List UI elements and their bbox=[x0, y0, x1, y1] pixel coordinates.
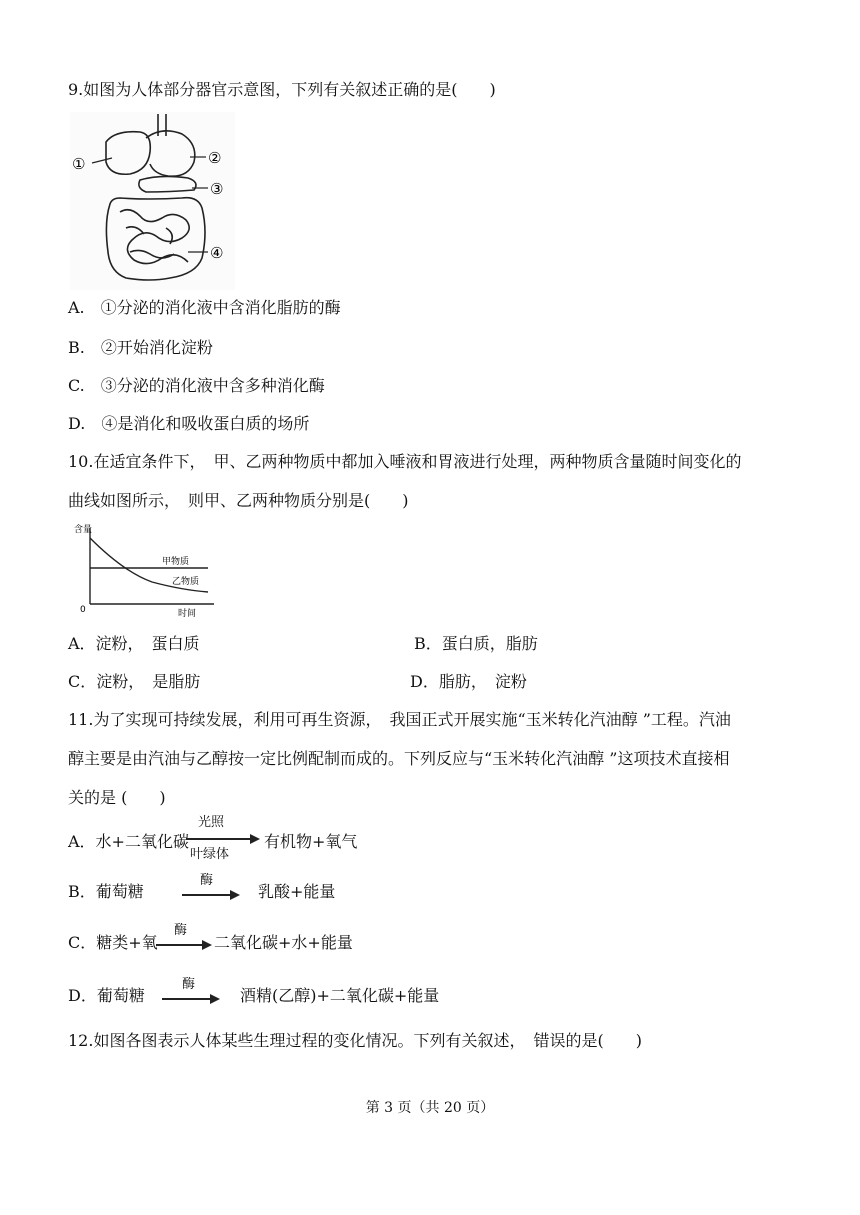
y-axis-label: 含量 bbox=[74, 525, 93, 535]
q10-option-a: A．淀粉， 蛋白质 bbox=[68, 634, 200, 653]
q12-stem: 12.如图各图表示人体某些生理过程的变化情况。下列有关叙述， 错误的是( ) bbox=[68, 1031, 642, 1050]
q10-stem-line1: 10.在适宜条件下， 甲、乙两种物质中都加入唾液和胃液进行处理，两种物质含量随时间变化的 bbox=[68, 452, 742, 471]
label-1: ① bbox=[72, 155, 86, 173]
q9-option-c: C. ③分泌的消化液中含多种消化酶 bbox=[68, 376, 325, 395]
q11-stem-line1: 11.为了实现可持续发展，利用可再生资源， 我国正式开展实施“玉米转化汽油醇 ”工程。汽油 bbox=[68, 710, 731, 729]
series-b-label: 乙物质 bbox=[172, 577, 200, 587]
q11-option-b-products: 乳酸+能量 bbox=[258, 882, 336, 901]
q11-b-enzyme: 酶 bbox=[200, 873, 214, 888]
q10-option-c: C．淀粉， 是脂肪 bbox=[68, 672, 201, 691]
q11-a-condition-chloroplast: 叶绿体 bbox=[190, 847, 230, 862]
reaction-arrow-d bbox=[162, 993, 220, 1005]
q11-option-c-reactants: C．糖类+氧 bbox=[68, 933, 158, 952]
label-4: ④ bbox=[210, 244, 224, 262]
x-axis-label: 时间 bbox=[178, 609, 197, 619]
q11-option-c-products: 二氧化碳+水+能量 bbox=[214, 933, 353, 952]
page-footer: 第 3 页（共 20 页） bbox=[365, 1100, 495, 1116]
q10-option-b: B．蛋白质，脂肪 bbox=[414, 634, 538, 653]
q11-stem-line3: 关的是 ( ) bbox=[68, 788, 166, 807]
q9-option-b: B. ②开始消化淀粉 bbox=[68, 338, 213, 357]
content-time-graph bbox=[72, 520, 220, 620]
q9-stem: 9.如图为人体部分器官示意图，下列有关叙述正确的是( ) bbox=[68, 80, 496, 99]
q11-option-a-reactants: A．水+二氧化碳 bbox=[68, 832, 189, 851]
label-2: ② bbox=[208, 149, 222, 167]
q11-d-enzyme: 酶 bbox=[182, 977, 196, 992]
q11-option-d-reactants: D．葡萄糖 bbox=[68, 986, 145, 1005]
q11-option-d-products: 酒精(乙醇)+二氧化碳+能量 bbox=[240, 986, 440, 1005]
reaction-arrow-c bbox=[156, 939, 212, 951]
q10-option-d: D．脂肪， 淀粉 bbox=[410, 672, 527, 691]
series-a-label: 甲物质 bbox=[162, 557, 190, 567]
q11-option-b-reactants: B．葡萄糖 bbox=[68, 882, 144, 901]
label-3: ③ bbox=[210, 180, 224, 198]
reaction-arrow-a bbox=[186, 833, 260, 845]
q10-stem-line2: 曲线如图所示， 则甲、乙两种物质分别是( ) bbox=[68, 491, 409, 510]
q11-c-enzyme: 酶 bbox=[174, 923, 188, 938]
q11-stem-line2: 醇主要是由汽油与乙醇按一定比例配制而成的。下列反应与“玉米转化汽油醇 ”这项技术直接相 bbox=[68, 749, 730, 768]
q9-option-a: A. ①分泌的消化液中含消化脂肪的酶 bbox=[68, 298, 341, 317]
q11-option-a-products: 有机物+氧气 bbox=[264, 832, 358, 851]
origin-label: 0 bbox=[80, 605, 86, 615]
digestive-system-figure bbox=[70, 112, 235, 290]
q9-option-d: D. ④是消化和吸收蛋白质的场所 bbox=[68, 414, 310, 433]
reaction-arrow-b bbox=[182, 889, 240, 901]
q11-a-condition-light: 光照 bbox=[198, 815, 225, 830]
